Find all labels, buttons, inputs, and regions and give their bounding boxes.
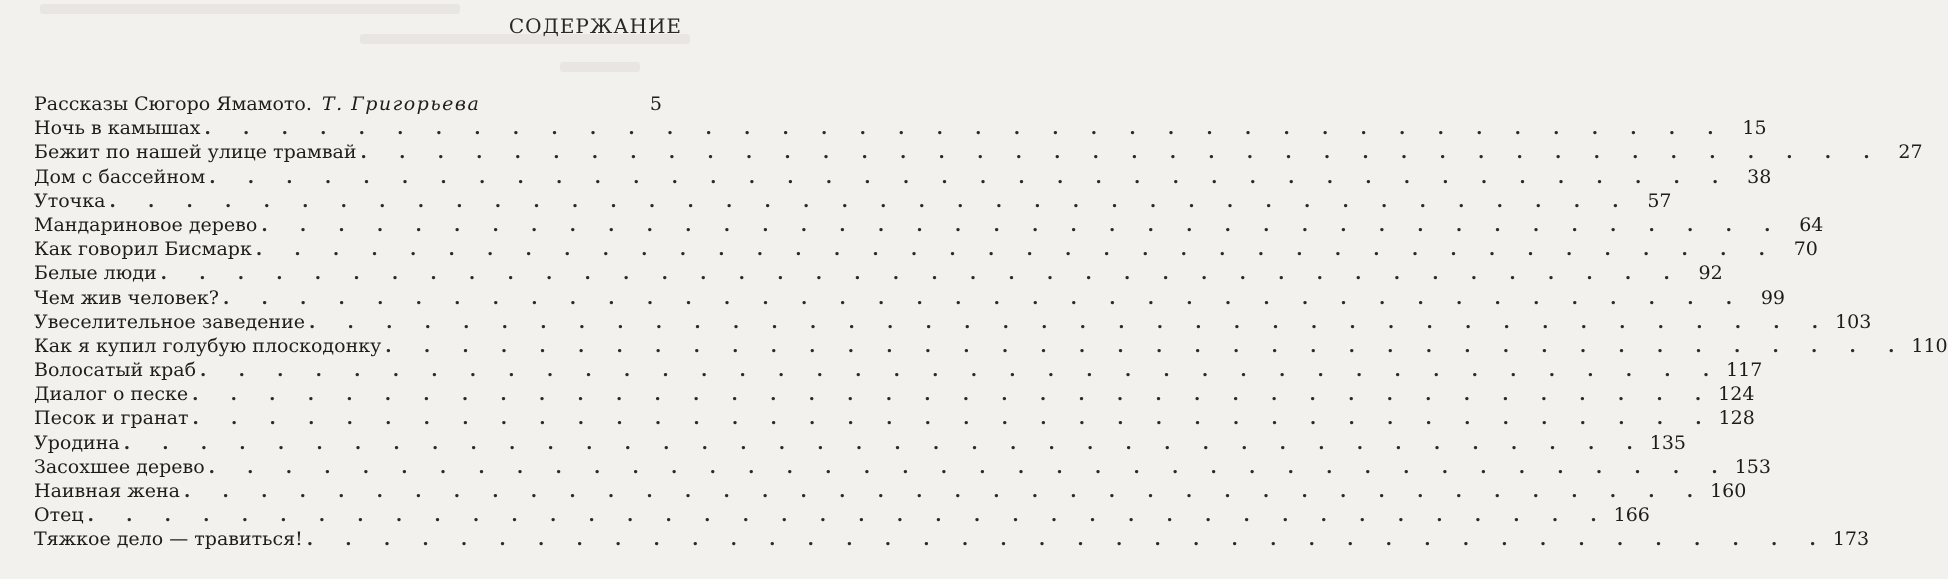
toc-entry-page-number: 92 <box>1698 262 1723 285</box>
toc-entry-page-number: 5 <box>649 93 662 115</box>
toc-entry-title: Как я купил голубую плоскодонку <box>34 334 382 357</box>
toc-entry-page-number: 38 <box>1747 165 1772 188</box>
toc-entry-page-number: 135 <box>1649 431 1687 454</box>
toc-entry-title: Белые люди <box>34 262 157 285</box>
toc-entry-title: Тяжкое дело — травиться! <box>34 528 303 551</box>
toc-entry-title: Ночь в камышах <box>34 117 201 140</box>
dot-leader: . . . . . . . . . . . . . . . . . . . . . . . . . . . . . . . . . . . . . . . . <box>184 481 1707 502</box>
dot-leader: . . . . . . . . . . . . . . . . . . . . . . . . . . . . . . . . . . . . . . . . <box>109 190 1632 212</box>
dot-leader: . . . . . . . . . . . . . . . . . . . . . . . . . . . . . . . . . . . . . . . . <box>222 287 1746 309</box>
toc-entry-page-number: 57 <box>1647 189 1672 212</box>
toc-entry-page-number: 153 <box>1734 455 1771 478</box>
toc-entry-page-number: 124 <box>1718 383 1755 406</box>
dot-leader: . . . . . . . . . . . . . . . . . . . . . . . . . . . . . . . . . . . . . . . . <box>87 505 1610 527</box>
toc-entry-title: Волосатый краб <box>34 359 197 382</box>
toc-entry-page-number: 173 <box>1832 528 1870 551</box>
toc-entry-title: Уточка <box>34 189 106 212</box>
toc-entry-page-number: 110 <box>1911 334 1948 357</box>
toc-entry-title: Чем жив человек? <box>34 286 219 309</box>
dot-leader: . . . . . . . . . . . . . . . . . . . . . . . . . . . . . . . . . . . . . . . . <box>123 432 1646 454</box>
toc-entry-page-number: 64 <box>1799 213 1824 236</box>
toc-entry <box>34 358 1763 382</box>
toc-entry-title: Как говорил Бисмарк <box>34 238 252 261</box>
toc-entry <box>34 213 1824 237</box>
dot-leader: . . . . . . . . . . . . . . . . . . . . . . . . . . . . . . . . . . . . . . . . <box>385 335 1908 357</box>
dot-leader: . . . . . . . . . . . . . . . . . . . . . . . . . . . . . . . . . . . . . . . . <box>309 311 1832 333</box>
toc-entry-title: Увеселительное заведение <box>34 310 305 333</box>
toc-entry-title: Бежит по нашей улице трамвай <box>34 141 357 164</box>
toc-entry-page-number: 166 <box>1613 504 1650 527</box>
toc-entry-page-number: 70 <box>1793 238 1818 261</box>
toc-entry-title: Засохшее дерево <box>34 455 205 478</box>
dot-leader: . . . . . . . . . . . . . . . . . . . . . . . . . . . . . . . . . . . . . . . . <box>306 529 1829 551</box>
toc-entry-title: Уродина <box>34 431 120 454</box>
dot-leader: . . . . . . . . . . . . . . . . . . . . . . . . . . . . . . . . . . . . . . . . <box>192 384 1715 406</box>
table-of-contents <box>34 92 1948 552</box>
toc-entry-page-number: 15 <box>1742 117 1767 140</box>
toc-entry <box>34 334 1948 358</box>
toc-entry <box>34 261 1723 285</box>
toc-entry <box>34 189 1672 213</box>
toc-entry-page-number: 99 <box>1760 286 1786 309</box>
toc-entry-page-number: 103 <box>1835 310 1872 333</box>
toc-entry-title: Отец <box>34 504 84 527</box>
toc-entry <box>34 479 1747 503</box>
dot-leader: . . . . . . . . . . . . . . . . . . . . . . . . . . . . . . . . . . . . . . . . <box>261 214 1784 236</box>
dot-leader: . . . . . . . . . . . . . . . . . . . . . . . . . . . . . . . . . . . . . . . . <box>208 456 1731 478</box>
toc-entry-page-number: 117 <box>1726 359 1763 382</box>
toc-entry <box>34 310 1872 334</box>
toc-entry <box>34 406 1755 430</box>
toc-entry <box>34 140 1923 164</box>
toc-entry <box>34 92 662 116</box>
toc-entry <box>34 503 1650 527</box>
dot-leader: . . . . . . . . . . . . . . . . . . . . . . . . . . . . . . . . . . . . . . . . <box>204 118 1727 140</box>
page-title: СОДЕРЖАНИЕ <box>508 14 682 38</box>
toc-entry-title: Песок и гранат <box>34 407 189 430</box>
toc-entry <box>34 116 1767 140</box>
dot-leader: . . . . . . . . . . . . . . . . . . . . . . . . . . . . . . . . . . . . . . . . <box>209 166 1732 188</box>
toc-entry-title: Диалог о песке <box>34 383 189 406</box>
dot-leader: . . . . . . . . . . . . . . . . . . . . . . . . . . . . . . . . . . . . . . . . <box>255 239 1778 261</box>
toc-entry-title: Дом с бассейном <box>34 165 206 188</box>
toc-entry-title: Рассказы Сюгоро Ямамото. Т. Григорьева <box>34 93 481 115</box>
toc-entry-page-number: 27 <box>1898 141 1923 164</box>
dot-leader: . . . . . . . . . . . . . . . . . . . . . . . . . . . . . . . . . . . . . . . . <box>192 408 1715 430</box>
toc-entry-author: Т. Григорьева <box>321 93 481 115</box>
toc-entry-page-number: 128 <box>1718 407 1755 430</box>
toc-entry <box>34 237 1818 261</box>
toc-entry-title: Мандариновое дерево <box>34 213 258 236</box>
toc-entry-page-number: 160 <box>1710 480 1747 502</box>
dot-leader: . . . . . . . . . . . . . . . . . . . . . . . . . . . . . . . . . . . . . . . . <box>360 142 1883 164</box>
dot-leader: . . . . . . . . . . . . . . . . . . . . . . . . . . . . . . . . . . . . . . . . <box>200 360 1723 382</box>
toc-entry <box>34 382 1755 406</box>
toc-entry <box>34 431 1687 455</box>
toc-entry <box>34 527 1870 551</box>
toc-entry <box>34 286 1786 310</box>
toc-entry <box>34 455 1771 479</box>
toc-entry <box>34 165 1772 189</box>
dot-leader: . . . . . . . . . . . . . . . . . . . . . . . . . . . . . . . . . . . . . . . . <box>160 263 1683 285</box>
toc-entry-title: Наивная жена <box>34 480 180 502</box>
